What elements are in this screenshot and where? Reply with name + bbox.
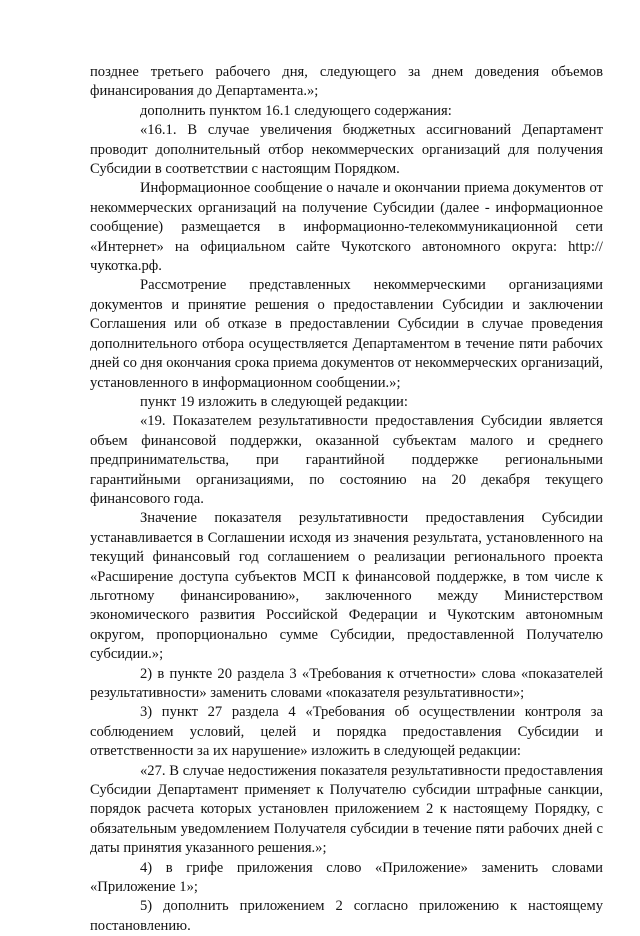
- paragraph-continuation: позднее третьего рабочего дня, следующего за днем доведения объемов финансирования до Департамента.»;: [90, 64, 603, 100]
- document-body: [90, 63, 603, 936]
- paragraph-point-19: «19. Показателем результативности предоставления Субсидии является объем финансовой поддержки, оказанной субъектам малого и среднего предпринимательства, при гарантийной поддержке региональными гарантийными организациями, по состоянию на 20 декабря текущего финансового года.: [90, 413, 603, 507]
- paragraph-review-documents: Рассмотрение представленных некоммерческими организациями документов и принятие решения о предоставлении Субсидии и заключении Соглашения или об отказе в предоставлении Субсидии в случае проведения дополнительного отбора осуществляется Департаментом в течение пяти рабочих дней со дня окончания срока приема документов от некоммерческих организаций, установленного в информационном сообщении.»;: [90, 277, 603, 391]
- paragraph-point-19-intro: пункт 19 изложить в следующей редакции:: [140, 393, 408, 410]
- paragraph-item-2: 2) в пункте 20 раздела 3 «Требования к отчетности» слова «показателей результативности» заменить словами «показателя результативности»;: [90, 665, 603, 701]
- paragraph-item-3: 3) пункт 27 раздела 4 «Требования об осуществлении контроля за соблюдением условий, целей и порядка предоставления Субсидии и ответственности за их нарушение» изложить в следующей редакции:: [90, 704, 603, 760]
- paragraph-indicator-value: Значение показателя результативности предоставления Субсидии устанавливается в Соглашении исходя из значения результата, установленного на текущий финансовый год соглашением о реализации регионального проекта «Расширение доступа субъектов МСП к финансовой поддержке, в том числе к льготному финансированию», заключенного между Министерством экономического развития Российской Федерации и Чукотским автономным округом, пропорционально сумме Субсидии, предоставленной Получателю субсидии.»;: [90, 510, 603, 663]
- paragraph-point-27: «27. В случае недостижения показателя результативности предоставления Субсидии Департамент применяет к Получателю субсидии штрафные санкции, порядок расчета которых установлен приложением 2 к настоящему Порядку, с обязательным уведомлением Получателя субсидии в течение пяти рабочих дней с даты принятия указанного решения.»;: [90, 762, 603, 857]
- paragraph-item-4: 4) в грифе приложения слово «Приложение» заменить словами «Приложение 1»;: [90, 859, 603, 896]
- paragraph-point-16-1: «16.1. В случае увеличения бюджетных ассигнований Департамент проводит дополнительный отбор некоммерческих организаций для получения Субсидии в соответствии с настоящим Порядком.: [90, 122, 603, 178]
- paragraph-add-point-16-1: дополнить пунктом 16.1 следующего содержания:: [140, 102, 452, 119]
- paragraph-item-5: 5) дополнить приложением 2 согласно приложению к настоящему постановлению.: [90, 898, 603, 934]
- paragraph-info-message: Информационное сообщение о начале и окончании приема документов от некоммерческих организаций на получение Субсидии (далее - информационное сообщение) размещается в информационно-телекоммуникационной сети «Интернет» на официальном сайте Чукотского автономного округа: http://чукотка.рф.: [90, 180, 603, 275]
